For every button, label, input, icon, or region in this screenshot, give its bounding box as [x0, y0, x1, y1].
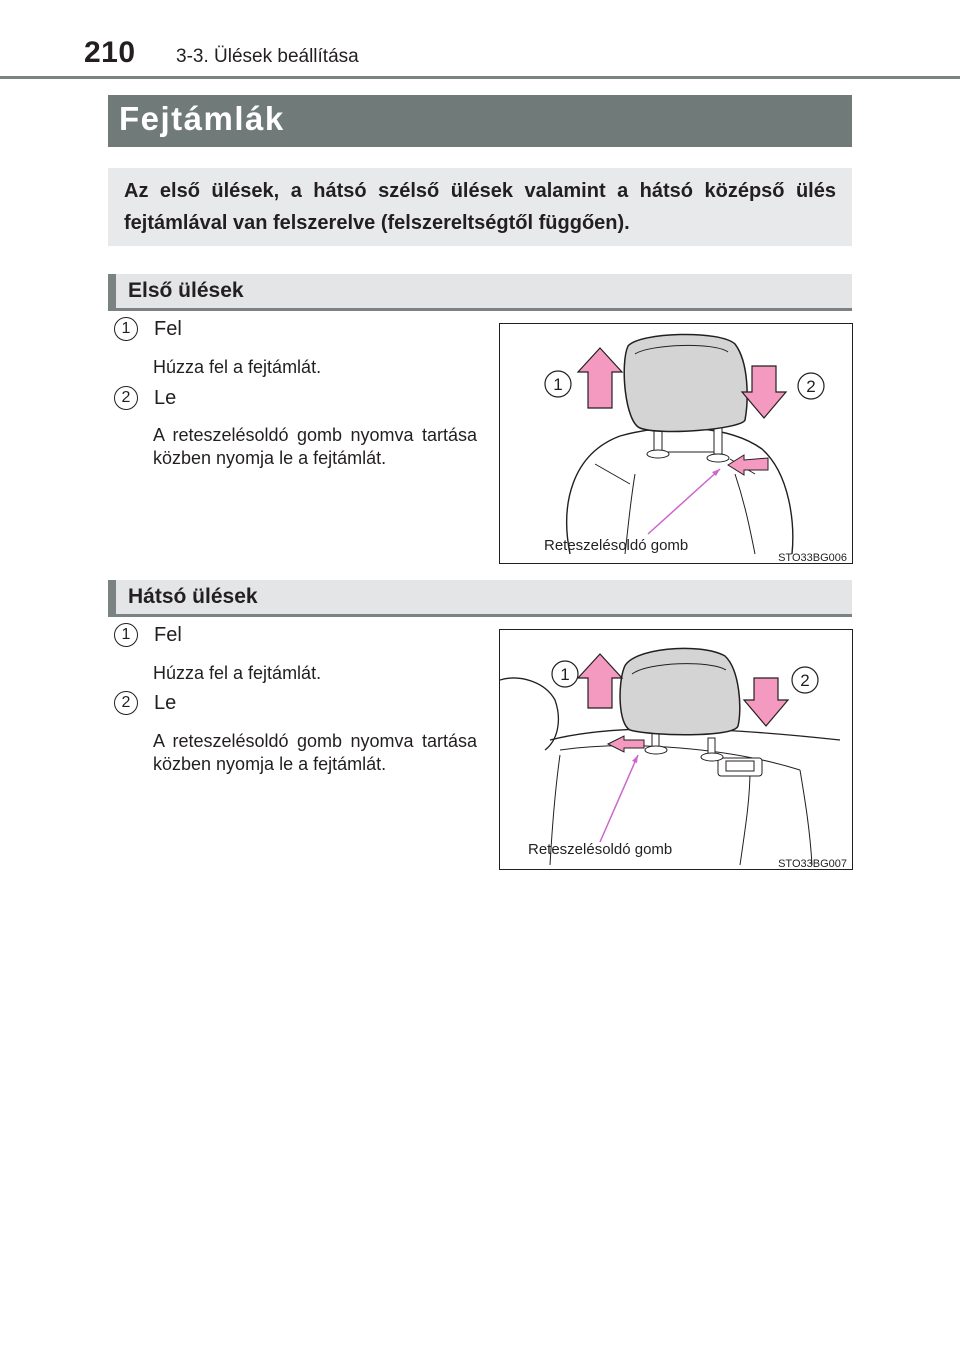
- step-number-1: 1: [114, 317, 138, 341]
- step-number-2: 2: [114, 691, 138, 715]
- section-heading-label: Első ülések: [128, 279, 244, 302]
- callout-2-label: 2: [800, 671, 810, 690]
- rear-headrest-illustration: [499, 629, 853, 870]
- step-number-2: 2: [114, 386, 138, 410]
- step-number-1: 1: [114, 623, 138, 647]
- callout-2-label: 2: [806, 377, 816, 396]
- section-heading-rear-seats: [108, 580, 852, 617]
- item-desc-down: A reteszelésoldó gomb nyomva tartása közben nyomja le a fejtámlát.: [153, 425, 477, 468]
- item-desc-down: A reteszelésoldó gomb nyomva tartása közben nyomja le a fejtámlát.: [153, 731, 477, 774]
- front-headrest-illustration: [499, 323, 853, 564]
- front-seat-drawing: [500, 324, 852, 563]
- intro-text: Az első ülések, a hátsó szélső ülések valamint a hátsó középső ülés fejtámlával van felszerelve (felszereltségtől függően).: [124, 180, 836, 234]
- rear-seat-drawing: [500, 630, 852, 869]
- callout-1-label: 1: [560, 665, 570, 684]
- section-heading-label: Hátsó ülések: [128, 585, 258, 608]
- item-desc-up: Húzza fel a fejtámlát.: [153, 663, 322, 683]
- section-heading-front-seats: [108, 274, 852, 311]
- header-divider: [0, 76, 960, 79]
- intro-panel: [108, 168, 852, 246]
- callout-1-label: 1: [553, 375, 563, 394]
- item-label-up: Fel: [154, 624, 182, 646]
- release-button-label: Reteszelésoldó gomb: [528, 841, 673, 858]
- chapter-title: 3-3. Ülések beállítása: [176, 46, 359, 67]
- release-button-label: Reteszelésoldó gomb: [544, 537, 689, 554]
- item-label-up: Fel: [154, 318, 182, 340]
- page-title: Fejtámlák: [119, 100, 285, 137]
- figure-code: STO33BG007: [778, 858, 847, 869]
- item-label-down: Le: [154, 692, 177, 714]
- section-title-bar: [108, 95, 852, 147]
- page-number: 210: [84, 36, 136, 69]
- item-label-down: Le: [154, 387, 177, 409]
- figure-code: STO33BG006: [778, 552, 847, 563]
- item-desc-up: Húzza fel a fejtámlát.: [153, 357, 322, 377]
